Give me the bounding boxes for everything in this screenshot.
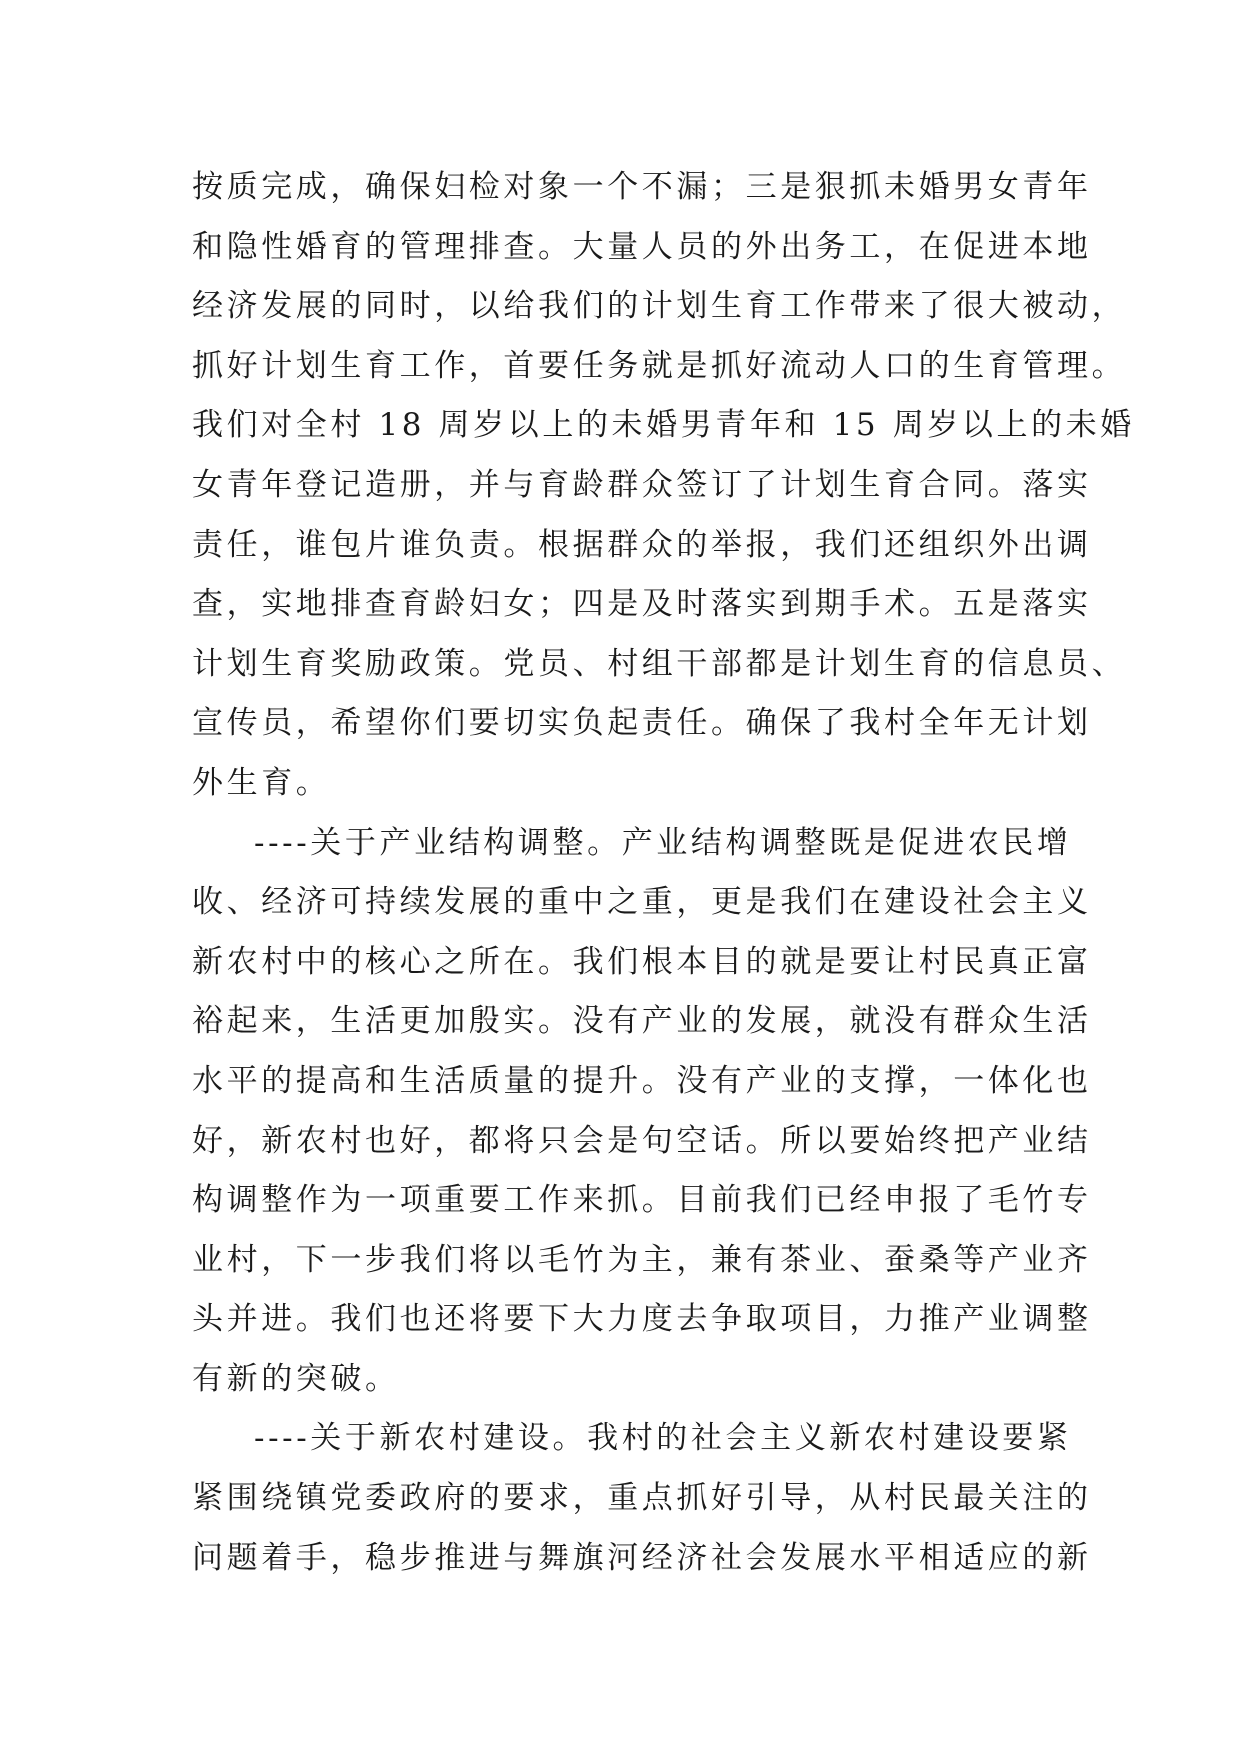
text-line: 业村，下一步我们将以毛竹为主，兼有茶业、蚕桑等产业齐 bbox=[192, 1241, 1092, 1278]
text-line: 查，实地排查育龄妇女；四是及时落实到期手术。五是落实 bbox=[192, 586, 1092, 623]
text-line: 和隐性婚育的管理排查。大量人员的外出务工，在促进本地 bbox=[192, 228, 1092, 265]
text-line: 紧围绕镇党委政府的要求，重点抓好引导，从村民最关注的 bbox=[192, 1480, 1092, 1517]
text-line: 问题着手，稳步推进与舞旗河经济社会发展水平相适应的新 bbox=[192, 1539, 1092, 1576]
text-line: 抓好计划生育工作，首要任务就是抓好流动人口的生育管理。 bbox=[192, 347, 1127, 384]
text-line: 收、经济可持续发展的重中之重，更是我们在建设社会主义 bbox=[192, 884, 1092, 921]
text-line: 水平的提高和生活质量的提升。没有产业的支撑，一体化也 bbox=[192, 1062, 1092, 1099]
text-line: 头并进。我们也还将要下大力度去争取项目，力推产业调整 bbox=[192, 1301, 1092, 1338]
text-line: 有新的突破。 bbox=[192, 1360, 400, 1397]
text-line: 按质完成，确保妇检对象一个不漏；三是狠抓未婚男女青年 bbox=[192, 169, 1092, 205]
text-line: 新农村中的核心之所在。我们根本目的就是要让村民真正富 bbox=[192, 943, 1092, 980]
body-text bbox=[192, 158, 1135, 1588]
text-line: 构调整作为一项重要工作来抓。目前我们已经申报了毛竹专 bbox=[192, 1182, 1092, 1219]
text-line: ----关于新农村建设。我村的社会主义新农村建设要紧 bbox=[254, 1420, 1072, 1457]
text-line: 我们对全村 18 周岁以上的未婚男青年和 15 周岁以上的未婚 bbox=[192, 407, 1135, 444]
text-line: 女青年登记造册，并与育龄群众签订了计划生育合同。落实 bbox=[192, 466, 1092, 503]
text-line: 外生育。 bbox=[192, 764, 331, 801]
text-line: 经济发展的同时，以给我们的计划生育工作带来了很大被动， bbox=[192, 288, 1127, 325]
text-line: ----关于产业结构调整。产业结构调整既是促进农民增 bbox=[254, 824, 1072, 861]
text-line: 好，新农村也好，都将只会是句空话。所以要始终把产业结 bbox=[192, 1122, 1092, 1159]
text-line: 责任，谁包片谁负责。根据群众的举报，我们还组织外出调 bbox=[192, 526, 1092, 563]
text-line: 裕起来，生活更加殷实。没有产业的发展，就没有群众生活 bbox=[192, 1003, 1092, 1040]
text-line: 计划生育奖励政策。党员、村组干部都是计划生育的信息员、 bbox=[192, 645, 1127, 682]
text-line: 宣传员，希望你们要切实负起责任。确保了我村全年无计划 bbox=[192, 705, 1092, 742]
